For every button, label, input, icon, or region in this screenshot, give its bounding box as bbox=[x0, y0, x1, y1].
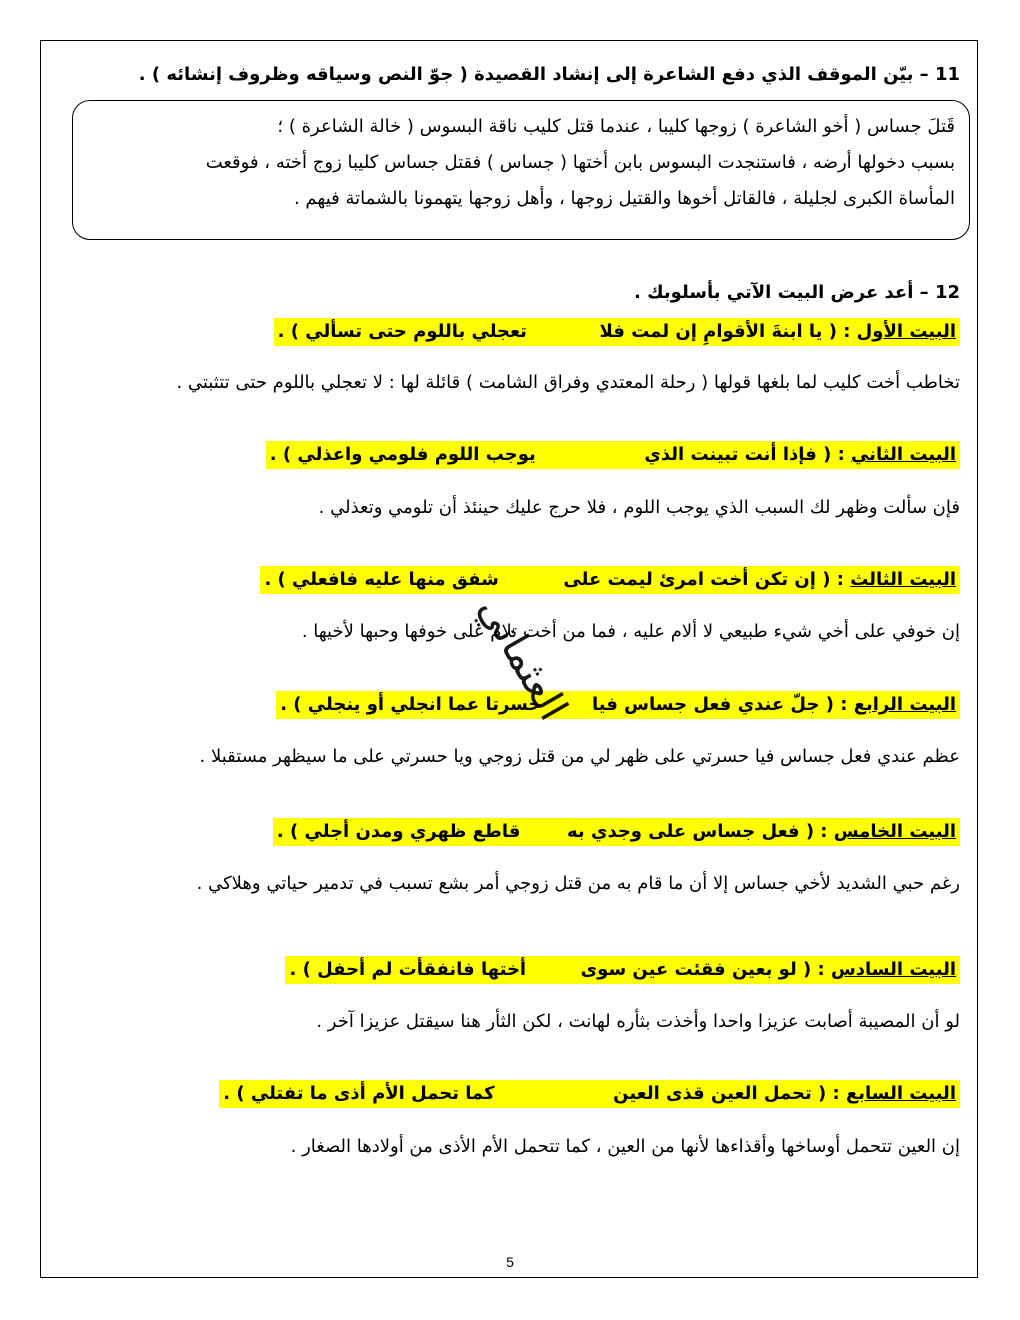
verse-first-hemistich: : ( فعل جساس على وجدي به bbox=[567, 821, 828, 842]
verse-second-hemistich: تعجلي باللوم حتى تسألي ) . bbox=[277, 321, 527, 342]
verse-1 bbox=[274, 318, 960, 346]
verse-second-hemistich: كما تحمل الأم أذى ما تفتلي ) . bbox=[223, 1083, 495, 1104]
verse-4-explanation: عظم عندي فعل جساس فيا حسرتي على ظهر لي من قتل زوجي ويا حسرتي على ما سيظهر مستقبلا . bbox=[199, 746, 960, 767]
verse-first-hemistich: : ( تحمل العين قذى العين bbox=[613, 1083, 840, 1104]
verse-label: البيت الثاني bbox=[851, 444, 956, 465]
verse-7 bbox=[219, 1080, 960, 1108]
verse-label: البيت الأول bbox=[856, 321, 956, 342]
verse-7-explanation: إن العين تتحمل أوساخها وأقذاءها لأنها من العين ، كما تتحمل الأم الأذى من أولادها الصغار . bbox=[290, 1136, 960, 1157]
question-number: 11 bbox=[934, 64, 960, 85]
verse-label: البيت الرابع bbox=[853, 694, 956, 715]
verse-2 bbox=[266, 441, 960, 469]
verse-label: البيت الثالث bbox=[850, 569, 956, 590]
verse-3 bbox=[260, 566, 960, 594]
watermark-icon bbox=[440, 585, 600, 735]
verse-2-explanation: فإن سألت وظهر لك السبب الذي يوجب اللوم ، فلا حرج عليك حينئذ أن تلومي وتعذلي . bbox=[318, 497, 960, 518]
verse-second-hemistich: شفق منها عليه فافعلي ) . bbox=[264, 569, 499, 590]
verse-first-hemistich: : ( فإذا أنت تبينت الذي bbox=[644, 444, 845, 465]
verse-5-explanation: رغم حبي الشديد لأخي جساس إلا أن ما قام به من قتل زوجي أمر بشع تسبب في تدمير حياتي وهلاكي . bbox=[196, 873, 960, 894]
question-text: – أعد عرض البيت الآتي بأسلوبك . bbox=[634, 282, 929, 303]
verse-4 bbox=[276, 691, 960, 719]
verse-3-explanation: إن خوفي على أخي شيء طبيعي لا ألام عليه ، فما من أخت تلام على خوفها وحبها لأخيها . bbox=[301, 621, 960, 642]
verse-label: البيت السادس bbox=[830, 959, 956, 980]
verse-second-hemistich: أختها فانفقأت لم أحفل ) . bbox=[289, 959, 527, 980]
verse-6-explanation: لو أن المصيبة أصابت عزيزا واحدا وأخذت بثأره لهانت ، لكن الثأر هنا سيقتل عزيزا آخر . bbox=[316, 1011, 960, 1032]
question-11-answer-box bbox=[72, 100, 970, 240]
answer-line: قَتلَ جساس ( أخو الشاعرة ) زوجها كليبا ، عندما قتل كليب ناقة البسوس ( خالة الشاعرة ) ؛ bbox=[277, 116, 955, 137]
verse-first-hemistich: : ( يا ابنةَ الأقوامِ إن لمت فلا bbox=[599, 321, 851, 342]
verse-1-explanation: تخاطب أخت كليب لما بلغها قولها ( رحلة المعتدي وفراق الشامت ) قائلة لها : لا تعجلي باللوم حتى تتثبتي . bbox=[176, 372, 960, 393]
watermark-text: العثماني bbox=[469, 588, 577, 729]
verse-6 bbox=[285, 956, 960, 984]
verse-label: البيت السابع bbox=[845, 1083, 956, 1104]
page-number: 5 bbox=[506, 1254, 514, 1270]
question-text: – بيّن الموقف الذي دفع الشاعرة إلى إنشاد القصيدة ( جوّ النص وسياقه وظروف إنشائه ) . bbox=[138, 64, 929, 85]
verse-first-hemistich: : ( إن تكن أخت امرئ ليمت على bbox=[563, 569, 844, 590]
verse-second-hemistich: يوجب اللوم فلومي واعذلي ) . bbox=[269, 444, 536, 465]
verse-first-hemistich: : ( لو بعين فقئت عين سوى bbox=[580, 959, 825, 980]
question-number: 12 bbox=[934, 282, 960, 303]
answer-line: بسبب دخولها أرضه ، فاستنجدت البسوس بابن أختها ( جساس ) فقتل جساس كليبا زوج أخته ، فوقعت bbox=[205, 152, 955, 173]
verse-second-hemistich: قاطع ظهري ومدن أجلي ) . bbox=[276, 821, 521, 842]
verse-second-hemistich: حسرتا عما انجلي أو ينجلي ) . bbox=[280, 694, 542, 715]
verse-first-hemistich: : ( جلّ عندي فعل جساس فيا bbox=[592, 694, 848, 715]
verse-5 bbox=[273, 818, 960, 846]
verse-label: البيت الخامس bbox=[833, 821, 956, 842]
question-12-heading bbox=[634, 282, 960, 303]
question-11-heading bbox=[139, 64, 960, 85]
answer-line: المأساة الكبرى لجليلة ، فالقاتل أخوها والقتيل زوجها ، وأهل زوجها يتهمونا بالشماتة فيهم . bbox=[293, 188, 955, 209]
